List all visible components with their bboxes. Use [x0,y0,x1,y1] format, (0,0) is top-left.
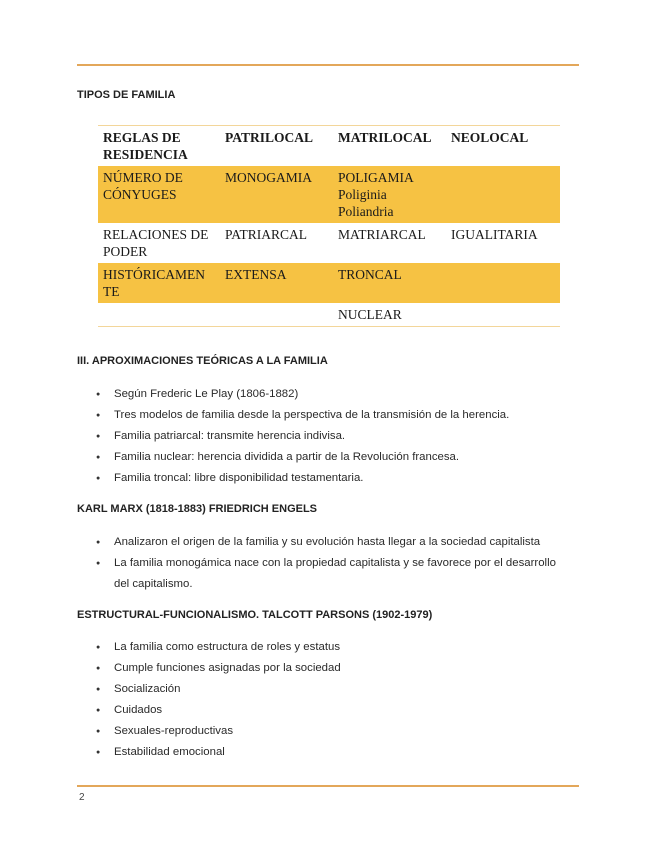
table-cell [446,263,560,303]
list-item: ● Cumple funciones asignadas por la sociedad [96,658,341,679]
list-item: ● Familia troncal: libre disponibilidad testamentaria. [96,468,509,489]
table-cell-line: Poliandria [338,204,394,219]
list-item: ● Cuidados [96,700,341,721]
table-cell [333,166,446,223]
list-item: ● Estabilidad emocional [96,742,341,763]
list-item: ● Tres modelos de familia desde la perspectiva de la transmisión de la herencia. [96,405,509,426]
heading-estructural-funcionalismo: ESTRUCTURAL-FUNCIONALISMO. TALCOTT PARSONS (1902-1979) [77,609,433,621]
list-item: ● Sexuales-reproductivas [96,721,341,742]
table-cell: MATRIARCAL [338,227,426,242]
table-cell: NEOLOCAL [446,126,560,167]
residence-rules-table [98,125,560,327]
table-cell: NUCLEAR [333,303,446,327]
table-row [98,166,560,223]
table-cell [446,166,560,223]
table-cell: PATRILOCAL [220,126,333,167]
parsons-list [96,637,341,763]
table-cell-line: POLIGAMIA [338,170,414,185]
table-cell: IGUALITARIA [451,227,538,242]
table-cell: PATRIARCAL [225,227,308,242]
table-cell-line: Poliginia [338,187,387,202]
marx-list [96,532,566,595]
table-row [98,303,560,327]
heading-tipos-de-familia: TIPOS DE FAMILIA [77,89,176,101]
table-row [98,223,560,263]
table-cell: EXTENSA [220,263,333,303]
heading-aproximaciones-teoricas: III. APROXIMACIONES TEÓRICAS A LA FAMILIA [77,355,328,367]
table-row [98,263,560,303]
page-number: 2 [79,792,85,803]
table-cell: RELACIONES DE PODER [103,227,209,259]
heading-marx-engels: KARL MARX (1818-1883) FRIEDRICH ENGELS [77,503,318,515]
list-item: ● Socialización [96,679,341,700]
table-cell: HISTÓRICAMEN TE [98,263,220,303]
table-cell: TRONCAL [333,263,446,303]
list-item: ● Según Frederic Le Play (1806-1882) [96,384,509,405]
table-cell [98,303,220,327]
table-cell: MONOGAMIA [220,166,333,223]
table-cell: MATRILOCAL [333,126,446,167]
table-cell: NÚMERO DE CÓNYUGES [98,166,220,223]
footer-rule [77,785,579,787]
list-item: ● Familia patriarcal: transmite herencia indivisa. [96,426,509,447]
table-header-row [98,126,560,167]
table-cell [446,303,560,327]
header-rule [77,64,579,66]
list-item: ● La familia monogámica nace con la propiedad capitalista y se favorece por el desarrollo del capitalismo. [96,553,566,595]
list-item: ● Familia nuclear: herencia dividida a partir de la Revolución francesa. [96,447,509,468]
list-item: ● La familia como estructura de roles y estatus [96,637,341,658]
table-cell: REGLAS DE RESIDENCIA [98,126,220,167]
table-cell [220,303,333,327]
le-play-list [96,384,509,489]
list-item: ● Analizaron el origen de la familia y su evolución hasta llegar a la sociedad capitalista [96,532,566,553]
